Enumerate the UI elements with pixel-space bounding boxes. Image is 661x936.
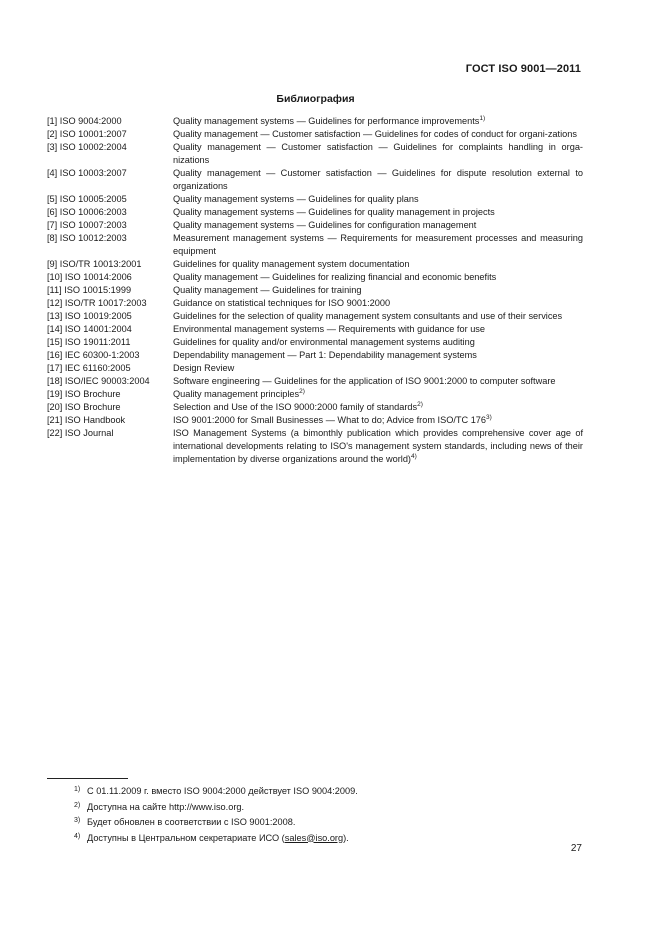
bibliography-entry — [47, 258, 583, 271]
bibliography-entry — [47, 310, 583, 323]
entry-description — [173, 115, 583, 128]
entry-reference: [7] ISO 10007:2003 — [47, 220, 127, 230]
entry-description — [173, 284, 583, 297]
entry-reference: [3] ISO 10002:2004 — [47, 142, 127, 152]
entry-reference: [21] ISO Handbook — [47, 415, 126, 425]
entry-text: Quality management systems — Guidelines for quality management in projects — [173, 207, 495, 217]
entry-reference: [11] ISO 10015:1999 — [47, 285, 132, 295]
entry-text: Quality management — Customer satisfaction — Guidelines for dispute resolution external to organizations — [173, 168, 583, 191]
entry-description — [173, 128, 583, 141]
bibliography-entry — [47, 141, 583, 167]
entry-description — [173, 349, 583, 362]
bibliography-entry — [47, 128, 583, 141]
bibliography-entry — [47, 388, 583, 401]
bibliography-entry — [47, 115, 583, 128]
entry-description — [173, 206, 583, 219]
entry-text: Guidelines for quality and/or environmental management systems auditing — [173, 337, 475, 347]
entry-text: Design Review — [173, 363, 235, 373]
bibliography-entry — [47, 271, 583, 284]
entry-text: Guidelines for the selection of quality management system consultants and use of their services — [173, 311, 563, 321]
entry-reference: [9] ISO/TR 10013:2001 — [47, 259, 142, 269]
entry-text: ISO Management Systems (a bimonthly publication which provides comprehensive cover age of international developments relating to ISO's management system standards, including news of their implementation by diverse organizations around the world) — [173, 428, 583, 464]
bibliography-entry — [47, 401, 583, 414]
entry-description — [173, 323, 583, 336]
entry-reference: [16] IEC 60300-1:2003 — [47, 350, 140, 360]
footnote-email-link[interactable]: sales@iso.org — [284, 832, 344, 843]
entry-text: Dependability management — Part 1: Dependability management systems — [173, 350, 477, 360]
footnotes — [74, 782, 574, 844]
entry-text: Quality management systems — Guidelines for configuration management — [173, 220, 477, 230]
entry-text: Quality management — Guidelines for realizing financial and economic benefits — [173, 272, 497, 282]
entry-description — [173, 414, 583, 427]
entry-description — [173, 388, 583, 401]
bibliography-entry — [47, 323, 583, 336]
entry-text: Quality management systems — Guidelines for quality plans — [173, 194, 419, 204]
entry-text: Quality management — Customer satisfaction — Guidelines for codes of conduct for organi-zations — [173, 129, 577, 139]
entry-reference: [2] ISO 10001:2007 — [47, 129, 127, 139]
footnote-mark: 1) — [74, 786, 81, 793]
entry-text: Environmental management systems — Requirements with guidance for use — [173, 324, 486, 334]
entry-reference: [8] ISO 10012:2003 — [47, 233, 127, 243]
footnote-text: Доступны в Центральном секретариате ИСО ( — [87, 832, 285, 843]
footnote-text: Доступна на сайте http://www.iso.org. — [87, 801, 245, 812]
entry-text: Quality management systems — Guidelines for performance improvements — [173, 116, 480, 126]
entry-reference: [22] ISO Journal — [47, 428, 114, 438]
entry-reference: [1] ISO 9004:2000 — [47, 116, 122, 126]
bibliography-entry — [47, 284, 583, 297]
entry-reference: [15] ISO 19011:2011 — [47, 337, 131, 347]
entry-description — [173, 375, 583, 388]
entry-text: Quality management — Guidelines for training — [173, 285, 362, 295]
entry-text: Selection and Use of the ISO 9000:2000 family of standards — [173, 402, 418, 412]
entry-description — [173, 297, 583, 310]
entry-text: Measurement management systems — Requirements for measurement processes and measuring equipment — [173, 233, 583, 256]
entry-reference: [10] ISO 10014:2006 — [47, 272, 132, 282]
bibliography-entry — [47, 414, 583, 427]
entry-reference: [12] ISO/TR 10017:2003 — [47, 298, 147, 308]
footnote — [74, 813, 574, 829]
entry-description — [173, 310, 583, 323]
entry-reference: [17] IEC 61160:2005 — [47, 363, 131, 373]
bibliography-entry — [47, 349, 583, 362]
footnote — [74, 798, 574, 814]
entry-description — [173, 271, 583, 284]
bibliography-title: Библиография — [276, 93, 355, 105]
bibliography-entry — [47, 167, 583, 193]
entry-description — [173, 141, 583, 167]
entry-description — [173, 167, 583, 193]
footnote-text-end: ). — [343, 832, 349, 843]
entry-description — [173, 401, 583, 414]
entry-reference: [13] ISO 10019:2005 — [47, 311, 132, 321]
bibliography-entry — [47, 297, 583, 310]
footnote-mark: 4) — [74, 832, 81, 840]
bibliography-entry — [47, 427, 583, 466]
footnote-mark: 3) — [74, 817, 81, 824]
entry-description — [173, 427, 583, 466]
document-header: ГОСТ ISO 9001—2011 — [465, 63, 581, 75]
footnote-text: Будет обновлен в соответствии с ISO 9001:2008. — [87, 817, 296, 827]
footnote — [74, 782, 574, 798]
footnote-ref-mark: 3) — [486, 413, 492, 421]
footnote — [74, 829, 574, 845]
footnote-separator — [47, 778, 128, 779]
bibliography-entry — [47, 219, 583, 232]
footnote-ref-mark: 1) — [479, 114, 486, 122]
footnote-ref-mark: 4) — [410, 452, 417, 460]
bibliography-entry — [47, 336, 583, 349]
bibliography-entry — [47, 206, 583, 219]
entry-reference: [6] ISO 10006:2003 — [47, 207, 127, 217]
footnote-text: С 01.11.2009 г. вместо ISO 9004:2000 действует ISO 9004:2009. — [87, 786, 358, 796]
entry-description — [173, 219, 583, 232]
bibliography-entry — [47, 362, 583, 375]
entry-reference: [4] ISO 10003:2007 — [47, 168, 127, 178]
entry-text: Quality management — Customer satisfaction — Guidelines for complaints handling in orga-nizations — [173, 142, 583, 165]
page-number: 27 — [570, 843, 582, 854]
entry-text: ISO 9001:2000 for Small Businesses — What to do; Advice from ISO/TC 176 — [173, 415, 487, 425]
entry-text: Guidance on statistical techniques for ISO 9001:2000 — [173, 298, 391, 308]
entry-reference: [19] ISO Brochure — [47, 389, 121, 399]
footnote-mark: 2) — [74, 801, 81, 809]
entry-reference: [18] ISO/IEC 90003:2004 — [47, 376, 150, 386]
entry-description — [173, 258, 583, 271]
entry-description — [173, 193, 583, 206]
entry-text: Software engineering — Guidelines for the application of ISO 9001:2000 to computer software — [173, 376, 556, 386]
bibliography-entry — [47, 193, 583, 206]
entry-description — [173, 336, 583, 349]
entry-description — [173, 232, 583, 258]
bibliography-list — [47, 115, 583, 466]
entry-reference: [20] ISO Brochure — [47, 402, 121, 412]
footnote-ref-mark: 2) — [299, 387, 305, 395]
entry-description — [173, 362, 583, 375]
entry-text: Quality management principles — [173, 389, 300, 399]
footnote-ref-mark: 2) — [417, 400, 423, 408]
entry-reference: [14] ISO 14001:2004 — [47, 324, 132, 334]
bibliography-entry — [47, 375, 583, 388]
bibliography-entry — [47, 232, 583, 258]
entry-reference: [5] ISO 10005:2005 — [47, 194, 127, 204]
entry-text: Guidelines for quality management system documentation — [173, 259, 410, 269]
